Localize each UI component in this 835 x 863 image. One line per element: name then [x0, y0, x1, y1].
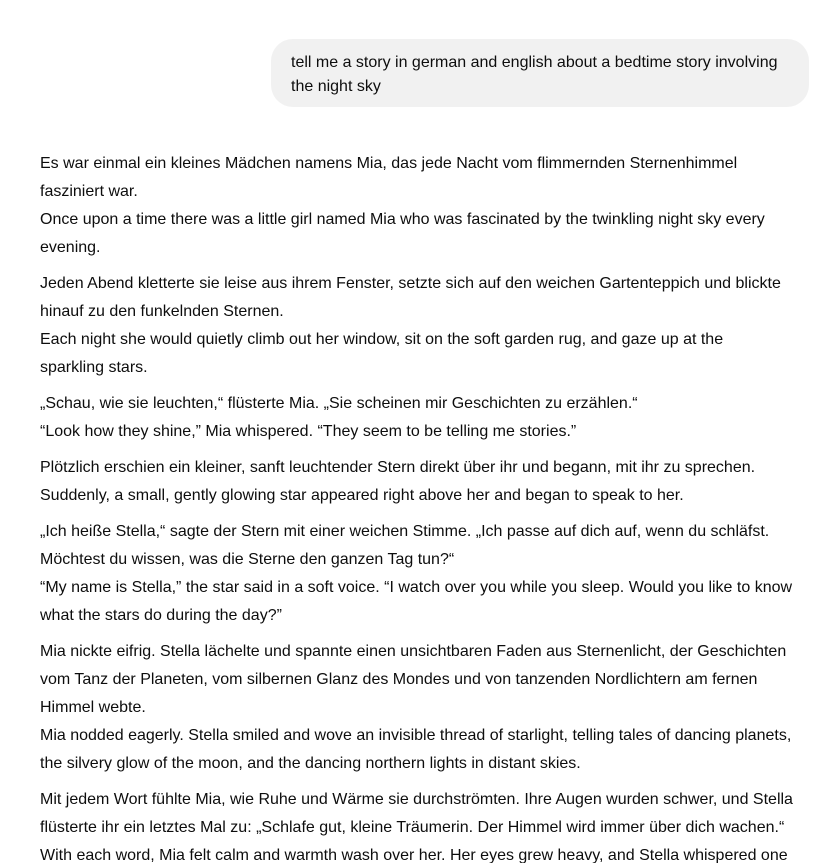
story-line: “My name is Stella,” the star said in a soft voice. “I watch over you while you sleep. Would you like to know: [40, 579, 793, 596]
story-line: Suddenly, a small, gently glowing star appeared right above her and began to speak to her.: [40, 487, 684, 504]
story-line: hinauf zu den funkelnden Sternen.: [40, 303, 284, 320]
story-paragraph: [40, 638, 815, 778]
story-line: „Schau, wie sie leuchten,“ flüsterte Mia. „Sie scheinen mir Geschichten zu erzählen.“: [40, 395, 638, 412]
story-paragraph: [40, 390, 815, 446]
story-line: fasziniert war.: [40, 183, 138, 200]
story-line: Mit jedem Wort fühlte Mia, wie Ruhe und Wärme sie durchströmten. Ihre Augen wurden schwer, und Stella: [40, 791, 793, 808]
story-line: what the stars do during the day?”: [40, 607, 282, 624]
story-line: Es war einmal ein kleines Mädchen namens Mia, das jede Nacht vom flimmernden Sternenhimmel: [40, 155, 738, 172]
story-paragraph: [40, 270, 815, 382]
story-line: Plötzlich erschien ein kleiner, sanft leuchtender Stern direkt über ihr und begann, mit ihr zu sprechen.: [40, 459, 756, 476]
story-line: the silvery glow of the moon, and the dancing northern lights in distant skies.: [40, 755, 581, 772]
story-line: vom Tanz der Planeten, vom silbernen Glanz des Mondes und von tanzenden Nordlichtern am fernen: [40, 671, 758, 688]
story-line: flüsterte ihr ein letztes Mal zu: „Schlafe gut, kleine Träumerin. Der Himmel wird immer über dich wachen.“: [40, 819, 785, 836]
story-line: evening.: [40, 239, 101, 256]
story-paragraph: [40, 150, 815, 262]
story-line: With each word, Mia felt calm and warmth wash over her. Her eyes grew heavy, and Stella whispered one: [40, 847, 788, 863]
story-line: Himmel webte.: [40, 699, 146, 716]
story-paragraph: [40, 518, 815, 630]
story-line: “Look how they shine,” Mia whispered. “They seem to be telling me stories.”: [40, 423, 577, 440]
story-paragraph: [40, 786, 815, 863]
story-line: Mia nickte eifrig. Stella lächelte und spannte einen unsichtbaren Faden aus Sternenlicht, der Geschichten: [40, 643, 787, 660]
story-line: Mia nodded eagerly. Stella smiled and wove an invisible thread of starlight, telling tales of dancing planets,: [40, 727, 792, 744]
story-line: Each night she would quietly climb out her window, sit on the soft garden rug, and gaze up at the: [40, 331, 724, 348]
story-paragraph: [40, 454, 815, 510]
user-message-bubble: tell me a story in german and english about a bedtime story involving the night sky: [271, 39, 809, 107]
story-line: „Ich heiße Stella,“ sagte der Stern mit einer weichen Stimme. „Ich passe auf dich auf, wenn du schläfst.: [40, 523, 770, 540]
story-line: Once upon a time there was a little girl named Mia who was fascinated by the twinkling night sky every: [40, 211, 765, 228]
story-line: sparkling stars.: [40, 359, 148, 376]
story-line: Möchtest du wissen, was die Sterne den ganzen Tag tun?“: [40, 551, 455, 568]
story-line: Jeden Abend kletterte sie leise aus ihrem Fenster, setzte sich auf den weichen Gartenteppich und blickte: [40, 275, 781, 292]
assistant-message: [40, 150, 815, 863]
